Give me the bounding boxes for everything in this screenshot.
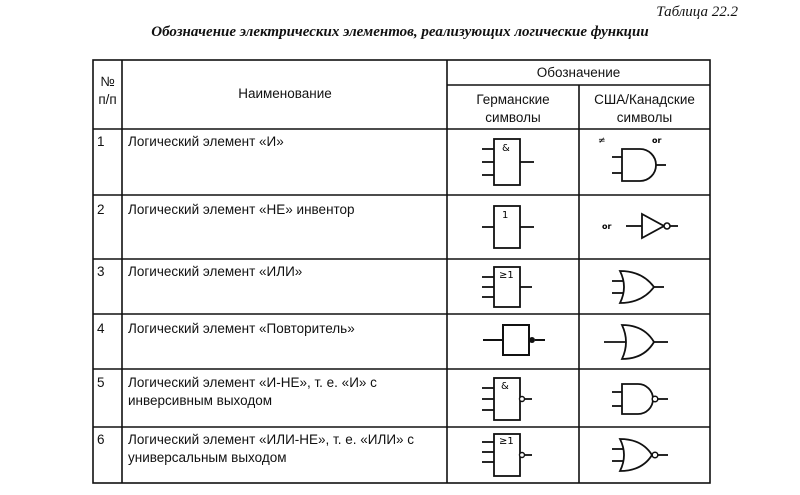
- german-mark: ≥1: [499, 270, 514, 281]
- table-caption: Обозначение электрических элементов, реализующих логические функции: [151, 24, 649, 40]
- row-name: Логический элемент «И»: [128, 134, 284, 149]
- usa-nor-symbol: [592, 429, 707, 483]
- header-name: Наименование: [238, 86, 332, 101]
- inversion-dot: [529, 337, 535, 343]
- row-number: 1: [97, 134, 105, 149]
- usa-or-symbol: [592, 261, 707, 313]
- row-number: 4: [97, 321, 105, 336]
- usa-annotation: or: [652, 136, 662, 145]
- header-designation: Обозначение: [536, 65, 621, 80]
- german-not-symbol: [472, 198, 552, 258]
- row-number: 5: [97, 375, 105, 390]
- logic-elements-table: [92, 59, 711, 484]
- usa-buffer-symbol: [592, 317, 707, 367]
- german-mark: &: [501, 381, 509, 392]
- german-nand-symbol: [472, 372, 552, 426]
- german-and-symbol: [472, 131, 552, 193]
- usa-nand-symbol: [592, 372, 707, 426]
- german-nor-symbol: [472, 429, 552, 483]
- row-number: 6: [97, 432, 105, 447]
- row-name: Логический элемент «ИЛИ»: [128, 264, 303, 279]
- usa-and-symbol: [592, 131, 707, 193]
- row-name: Логический элемент «ИЛИ-НЕ», т. е. «ИЛИ» с универсальным выходом: [128, 432, 415, 465]
- german-mark: ≥1: [499, 436, 514, 447]
- german-mark: &: [502, 143, 510, 154]
- row-number: 3: [97, 264, 105, 279]
- row-number: 2: [97, 202, 105, 217]
- header-number: № п/п: [98, 74, 117, 107]
- row-name: Логический элемент «Повторитель»: [128, 321, 355, 336]
- table-number-label: Таблица 22.2: [656, 4, 738, 20]
- german-buffer-symbol: [477, 317, 557, 367]
- usa-not-symbol: [592, 198, 707, 258]
- german-or-symbol: [472, 261, 552, 313]
- row-name: Логический элемент «И-НЕ», т. е. «И» с инверсивным выходом: [128, 375, 377, 408]
- row-name: Логический элемент «НЕ» инвентор: [128, 202, 355, 217]
- usa-annotation: ≠: [598, 136, 606, 146]
- usa-annotation: or: [602, 222, 612, 231]
- header-usa: США/Канадские символы: [594, 92, 695, 125]
- german-mark: 1: [502, 210, 509, 221]
- header-german: Германские символы: [476, 92, 550, 125]
